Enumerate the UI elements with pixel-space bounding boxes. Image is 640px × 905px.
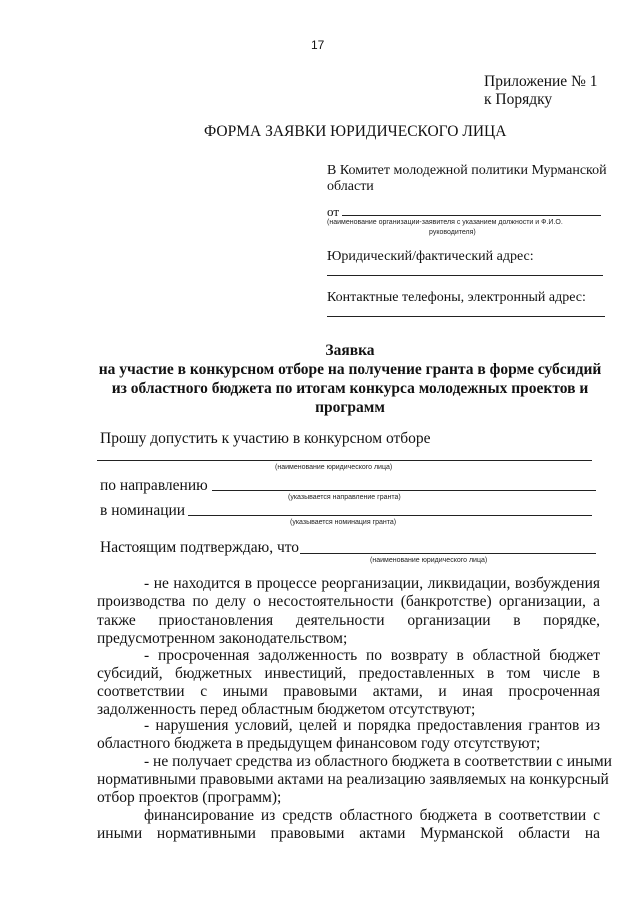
condition-1-line-3: также приостановления деятельности организации в порядке,: [97, 612, 600, 629]
condition-3-line-1: - нарушения условий, целей и порядка предоставления грантов из: [144, 717, 600, 734]
condition-4-line-2: нормативными правовыми актами на реализацию заявляемых на конкурсный: [97, 771, 609, 788]
appendix-line-2: к Порядку: [484, 91, 553, 108]
condition-2-line-4: задолженность перед областным бюджетом отсутствуют;: [97, 701, 476, 718]
confirm-field-line[interactable]: [300, 553, 596, 554]
address-field-line[interactable]: [327, 275, 603, 276]
condition-1-line-2: производства по делу о несостоятельности (банкротстве) организации, а: [97, 593, 600, 610]
contacts-label: Контактные телефоны, электронный адрес:: [327, 290, 586, 305]
condition-4-line-1: - не получает средства из областного бюджета в соответствии с иными: [144, 753, 612, 770]
addressee-line-1: В Комитет молодежной политики Мурманской: [327, 163, 607, 178]
nomination-hint: (указывается номинация гранта): [290, 519, 397, 526]
address-label: Юридический/фактический адрес:: [327, 249, 534, 264]
contacts-field-line[interactable]: [327, 316, 605, 317]
application-title-line-3: из областного бюджета по итогам конкурса молодежных проектов и: [111, 380, 589, 397]
legal-entity-name-line[interactable]: [97, 460, 592, 461]
condition-5-line-2: иными нормативными правовыми актами Мурманской области на: [97, 825, 600, 842]
addressee-line-2: области: [327, 179, 374, 194]
direction-field-line[interactable]: [212, 490, 596, 491]
direction-label: по направлению: [100, 477, 208, 494]
direction-hint: (указывается направление гранта): [288, 494, 401, 501]
condition-1-line-1: - не находится в процессе реорганизации, ликвидации, возбуждения: [144, 575, 600, 592]
from-hint-line-1: (наименование организации-заявителя с указанием должности и Ф.И.О.: [327, 219, 563, 226]
legal-entity-name-hint: (наименование юридического лица): [275, 464, 393, 471]
confirm-label: Настоящим подтверждаю, что: [100, 539, 300, 556]
from-label: от: [327, 204, 340, 219]
condition-2-line-1: - просроченная задолженность по возврату в областной бюджет: [144, 647, 600, 664]
application-title-line-1: Заявка: [325, 342, 375, 359]
condition-3-line-2: областного бюджета в предыдущем финансовом году отсутствуют;: [97, 735, 541, 752]
page-number: 17: [311, 38, 325, 52]
request-text: Прошу допустить к участию в конкурсном отборе: [100, 430, 431, 447]
confirm-hint: (наименование юридического лица): [370, 557, 488, 564]
form-title: ФОРМА ЗАЯВКИ ЮРИДИЧЕСКОГО ЛИЦА: [204, 123, 507, 140]
application-title-line-2: на участие в конкурсном отборе на получение гранта в форме субсидий: [98, 361, 602, 378]
nomination-field-line[interactable]: [188, 515, 592, 516]
condition-1-line-4: предусмотренном законодательством;: [97, 630, 348, 647]
condition-2-line-3: соответствии с иными правовыми актами, и иная просроченная: [97, 683, 600, 700]
condition-5-line-1: финансирование из средств областного бюджета в соответствии с: [144, 807, 600, 824]
appendix-line-1: Приложение № 1: [484, 73, 598, 90]
application-title-line-4: программ: [315, 399, 385, 416]
from-field-line[interactable]: [342, 215, 601, 216]
condition-2-line-2: субсидий, бюджетных инвестиций, предоставленных в том числе в: [97, 665, 600, 682]
nomination-label: в номинации: [100, 502, 186, 519]
condition-4-line-3: отбор проектов (программ);: [97, 789, 282, 806]
from-hint-line-2: руководителя): [429, 229, 476, 236]
